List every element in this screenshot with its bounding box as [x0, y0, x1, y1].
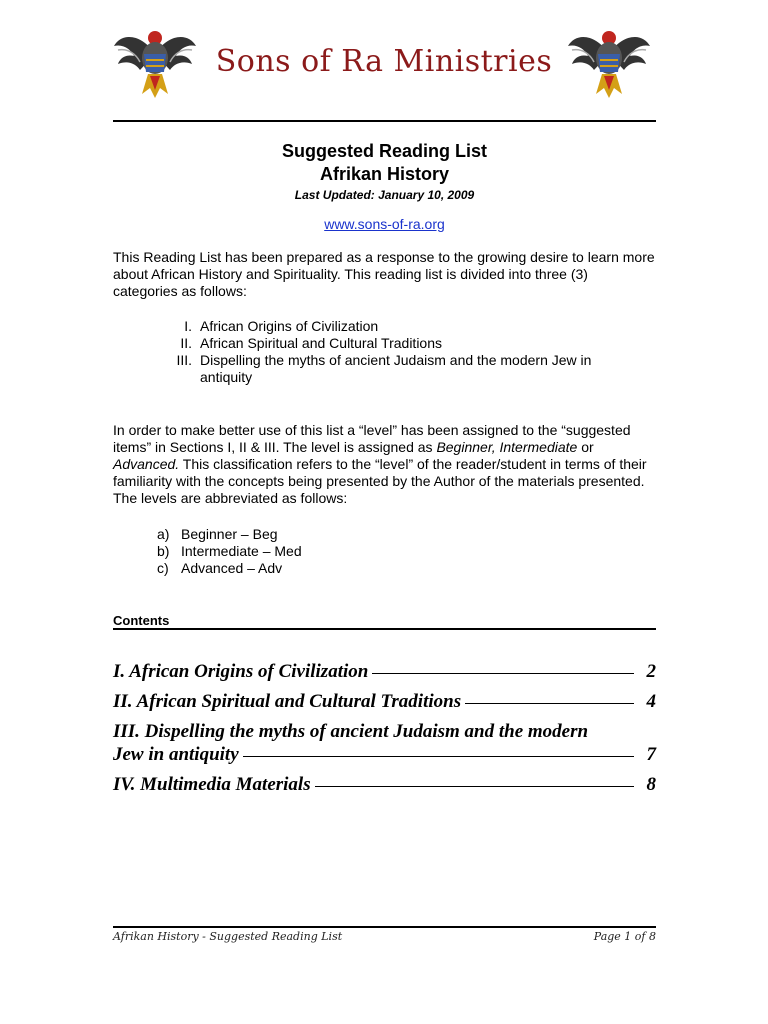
page-indicator: Page 1 of 8: [593, 930, 656, 943]
list-item: I. African Origins of Civilization: [184, 318, 379, 334]
document-title: Suggested Reading List: [281, 141, 488, 161]
toc-leader: [243, 756, 634, 757]
contents-heading: Contents: [113, 613, 170, 628]
title-block: [113, 140, 656, 234]
category-list: [150, 318, 620, 386]
list-item: a) Beginner – Beg: [157, 526, 278, 542]
toc-entry[interactable]: IV. Multimedia Materials 8: [113, 774, 656, 795]
toc-entry[interactable]: III. Dispelling the myths of ancient Judaism and the modern Jew in antiquity 7: [113, 721, 656, 765]
intro-paragraph: This Reading List has been prepared as a response to the growing desire to learn more about African History and Spirituality. This reading list is divided into three (3) categories as follows:: [113, 249, 655, 299]
footer-title: Afrikan History - Suggested Reading List: [113, 930, 343, 943]
winged-scarab-emblem-right: [566, 24, 652, 102]
list-item: c) Advanced – Adv: [157, 560, 283, 576]
list-item: III. Dispelling the myths of ancient Judaism and the modern Jew in antiquity: [176, 352, 592, 385]
document-subtitle: Afrikan History: [319, 164, 450, 184]
org-title: Sons of Ra Ministries: [215, 44, 553, 79]
toc-page-number: 8: [646, 774, 656, 795]
level-paragraph: In order to make better use of this list a “level” has been assigned to the “suggested items” in Sections I, II & III. The level is assigned as Beginner, Intermediate or Advanced. This classification refers to the “level” of the reader/student in terms of their familiarity with the concepts being presented by the Author of the materials presented. The levels are abbreviated as follows:: [113, 422, 647, 506]
footer-divider: [113, 926, 656, 928]
toc-entry[interactable]: I. African Origins of Civilization 2: [113, 661, 656, 682]
toc-page-number: 4: [646, 691, 656, 712]
toc-page-number: 7: [646, 744, 656, 765]
contents-divider: [113, 628, 656, 630]
winged-scarab-emblem-left: [112, 24, 198, 102]
level-list: [157, 526, 302, 577]
list-item: b) Intermediate – Med: [157, 543, 302, 559]
toc-leader: [465, 703, 634, 704]
last-updated: Last Updated: January 10, 2009: [294, 188, 475, 202]
toc-entry[interactable]: II. African Spiritual and Cultural Traditions 4: [113, 691, 656, 712]
toc-leader: [372, 673, 634, 674]
toc-page-number: 2: [646, 661, 656, 682]
toc-leader: [315, 786, 634, 787]
table-of-contents: [113, 660, 656, 803]
list-item: II. African Spiritual and Cultural Traditions: [180, 335, 443, 351]
website-link[interactable]: www.sons-of-ra.org: [324, 216, 445, 232]
header-divider: [113, 120, 656, 122]
